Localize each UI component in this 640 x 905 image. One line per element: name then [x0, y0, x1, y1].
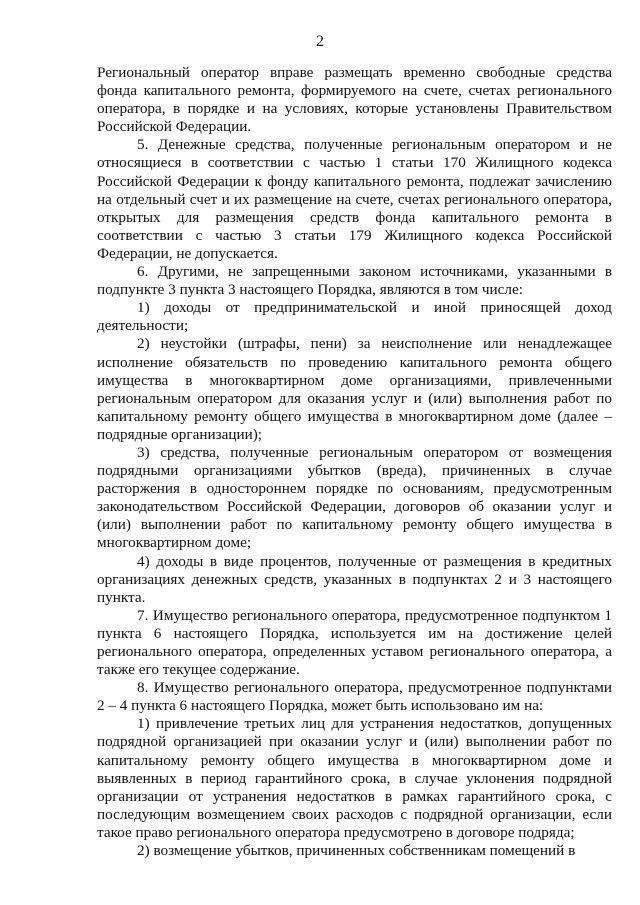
document-body [97, 64, 612, 860]
paragraph-8: 8. Имущество регионального оператора, предусмотренное подпунктами 2 – 4 пункта 6 настоящего Порядка, может быть использовано им на: [97, 679, 612, 715]
subparagraph-6-4: 4) доходы в виде процентов, полученные от размещения в кредитных организациях денежных средств, указанных в подпунктах 2 и 3 настоящего пункта. [97, 552, 612, 606]
subparagraph-8-1: 1) привлечение третьих лиц для устранения недостатков, допущенных подрядной организацией при оказании услуг и (или) выполнении работ по капитальному ремонту общего имущества в многоквартирном доме и выявленных в период гарантийного срока, в случае уклонения подрядной организации от устранения недостатков в рамках гарантийного срока, с последующим возмещением своих расходов с подрядной организации, если такое право регионального оператора предусмотрено в договоре подряда; [97, 715, 612, 841]
paragraph-6: 6. Другими, не запрещенными законом источниками, указанными в подпункте 3 пункта 3 настоящего Порядка, являются в том числе: [97, 263, 612, 299]
subparagraph-6-2: 2) неустойки (штрафы, пени) за неисполнение или ненадлежащее исполнение обязательств по проведению капитального ремонта общего имущества в многоквартирном доме организациями, привлеченными региональным оператором для оказания услуг и (или) выполнения работ по капитальному ремонту общего имущества в многоквартирном доме (далее – подрядные организации); [97, 335, 612, 443]
paragraph-5: 5. Денежные средства, полученные региональным оператором и не относящиеся в соответствии с частью 1 статьи 170 Жилищного кодекса Российской Федерации к фонду капитального ремонта, подлежат зачислению на отдельный счет и их размещение на счете, счетах регионального оператора, открытых для размещения средств фонда капитального ремонта в соответствии с частью 3 статьи 179 Жилищного кодекса Российской Федерации, не допускается. [97, 136, 612, 262]
subparagraph-6-3: 3) средства, полученные региональным оператором от возмещения подрядными организациями убытков (вреда), причиненных в случае расторжения в одностороннем порядке по основаниям, предусмотренным законодательством Российской Федерации, договоров об оказании услуг и (или) выполнении работ по капитальному ремонту общего имущества в многоквартирном доме; [97, 443, 612, 552]
subparagraph-8-2: 2) возмещение убытков, причиненных собственникам помещений в [137, 842, 576, 860]
paragraph-7: 7. Имущество регионального оператора, предусмотренное подпунктом 1 пункта 6 настоящего Порядка, используется им на достижение целей регионального оператора, определенных уставом регионального оператора, а также его текущее содержание. [97, 606, 612, 679]
paragraph-temporary-funds: Региональный оператор вправе размещать временно свободные средства фонда капитального ремонта, формируемого на счете, счетах регионального оператора, в порядке и на условиях, которые установлены Правительством Российской Федерации. [97, 64, 612, 136]
page-number: 2 [316, 33, 324, 50]
subparagraph-6-1: 1) доходы от предпринимательской и иной приносящей доход деятельности; [97, 299, 612, 335]
